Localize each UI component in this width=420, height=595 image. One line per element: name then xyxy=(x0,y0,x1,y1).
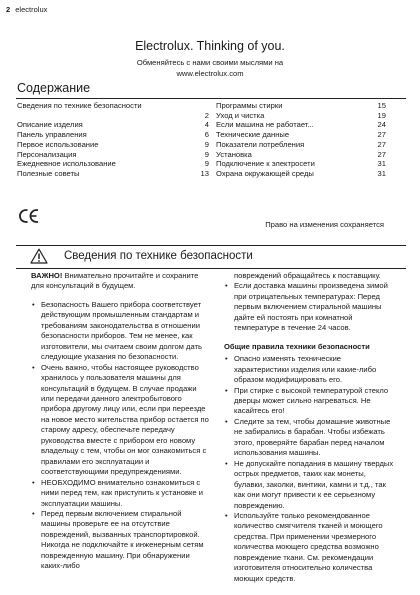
toc-label: Первое использование xyxy=(17,139,99,149)
important-label: ВАЖНО! xyxy=(31,271,63,280)
warning-triangle-icon xyxy=(30,248,48,264)
safety-bullet: • Опасно изменять технические характеристики изделия или какие-либо образом модифицировать его. xyxy=(224,354,396,385)
toc-entry[interactable] xyxy=(216,111,386,121)
toc-label: Программы стирки xyxy=(216,101,283,110)
toc-entry[interactable] xyxy=(216,101,386,111)
safety-bullet: • Не допускайте попадания в машину твердых острых предметов, таких как монеты, булавки, заколки, винтики, камни и т.д., так как они могут привести к ее серьезному повреждению. xyxy=(224,459,396,511)
toc-page: 13 xyxy=(200,168,209,178)
ce-mark-icon xyxy=(18,208,40,224)
toc-label: Установка xyxy=(216,149,252,159)
section-title: Сведения по технике безопасности xyxy=(64,250,253,262)
contents-divider xyxy=(16,98,406,99)
toc-label: Технические данные xyxy=(216,130,290,140)
general-safety-list xyxy=(224,354,396,584)
toc-label: Показатели потребления xyxy=(216,139,305,149)
toc-page: 9 xyxy=(204,159,209,169)
toc-page: 24 xyxy=(377,120,386,130)
toc-entry[interactable] xyxy=(17,101,209,111)
toc-entry[interactable] xyxy=(216,169,386,179)
toc-right-column xyxy=(216,101,386,179)
delivery-bullet-list xyxy=(224,281,396,333)
page-number: 2 xyxy=(6,5,11,14)
toc-page: 9 xyxy=(204,149,209,159)
brand-name: electrolux xyxy=(15,5,48,14)
share-line: Обменяйтесь с нами своими мыслями на xyxy=(136,58,284,67)
toc-label: Полезные советы xyxy=(17,168,80,178)
safety-bullet: • Если доставка машины произведена зимой при отрицательных температурах: Перед первым включением стиральной машины дайте ей постоять при комнатной температуре в течение 24 часов. xyxy=(224,281,396,333)
toc-entry[interactable] xyxy=(17,140,209,150)
rights-note: Право на изменения сохраняется xyxy=(265,220,384,229)
toc-left-column xyxy=(17,101,209,179)
toc-label: Персонализация xyxy=(17,149,77,159)
toc-page: 4 xyxy=(204,120,209,130)
toc-entry[interactable] xyxy=(216,159,386,169)
toc-label: Подключение к электросети xyxy=(216,159,315,169)
contents-title: Содержание xyxy=(17,81,91,95)
toc-label: Сведения по технике безопасности xyxy=(17,101,142,110)
toc-page: 27 xyxy=(377,130,386,140)
share-text xyxy=(0,57,420,79)
toc-page: 19 xyxy=(377,110,386,120)
toc-entry[interactable] xyxy=(17,130,209,140)
safety-bullet: • Используйте только рекомендованное количество смягчителя тканей и моющего средства. При применении чрезмерного количества моющего средства возможно повреждение ткани. См. рекомендации изготовителя относительно количества моющих средств. xyxy=(224,511,396,584)
toc-entry[interactable] xyxy=(216,130,386,140)
important-text: Внимательно прочитайте и сохраните для консультаций в будущем. xyxy=(31,271,199,291)
toc-page: 2 xyxy=(204,110,209,120)
toc-label: Панель управления xyxy=(17,130,87,140)
safety-bullet: • Очень важно, чтобы настоящее руководство хранилось у пользователя машины для консультаций в будущем. В случае продажи или передачи данного электробытового прибора другому лицу или, если при переезде на новое место жительства прибор остается по старому адресу, обеспечьте передачу руководства вместе с прибором его новому владельцу с тем, чтобы он мог ознакомиться с правилами его эксплуатации и соответствующими предупреждениями. xyxy=(31,363,209,478)
toc-label: Уход и чистка xyxy=(216,110,265,120)
toc-label: Описание изделия xyxy=(17,120,83,130)
toc-entry[interactable] xyxy=(17,150,209,160)
toc-entry[interactable] xyxy=(17,111,209,121)
toc-entry[interactable] xyxy=(17,169,209,179)
safety-bullet: • НЕОБХОДИМО внимательно ознакомиться с ними перед тем, как приступить к установке и эксплуатации машины. xyxy=(31,478,209,509)
toc-entry[interactable] xyxy=(17,159,209,169)
toc-label: Если машина не работает... xyxy=(216,120,314,130)
bullet-continuation: повреждений обращайтесь к поставщику. xyxy=(234,271,381,280)
toc-page: 6 xyxy=(204,130,209,140)
toc-label: Охрана окружающей среды xyxy=(216,168,314,178)
safety-bullet: • Перед первым включением стиральной машины проверьте ее на отсутствие повреждений, вызванных транспортировкой. Никогда не подключайте к инженерным сетям поврежденную машину. При обнаружении каких-либо xyxy=(31,509,209,572)
toc-page: 9 xyxy=(204,139,209,149)
safety-bullet: • Следите за тем, чтобы домашние животные не забирались в барабан. Чтобы избежать этого, проверяйте барабан перед началом использования машины. xyxy=(224,417,396,459)
safety-bullet: • Безопасность Вашего прибора соответствует действующим промышленным стандартам и требованиям законодательства в отношении безопасности приборов. Тем не менее, как изготовители, мы считаем своим долгом дать следующие указания по безопасности. xyxy=(31,300,209,363)
toc-entry[interactable] xyxy=(216,140,386,150)
toc-page: 31 xyxy=(377,168,386,178)
toc-entry[interactable] xyxy=(17,120,209,130)
toc-page: 31 xyxy=(377,159,386,169)
safety-left-column xyxy=(31,271,209,572)
general-safety-heading: Общие правила техники безопасности xyxy=(224,341,370,351)
safety-right-column xyxy=(224,271,396,584)
safety-bullet: • При стирке с высокой температурой стекло дверцы может сильно нагреваться. Не касайтесь его! xyxy=(224,386,396,417)
toc-page: 27 xyxy=(377,139,386,149)
toc-page: 15 xyxy=(377,101,386,110)
safety-bullet-list xyxy=(31,300,209,572)
important-notice xyxy=(31,271,209,292)
toc-label: Ежедневное использование xyxy=(17,159,116,169)
website-link[interactable]: www.electrolux.com xyxy=(176,69,244,78)
toc-entry[interactable] xyxy=(216,150,386,160)
tagline: Electrolux. Thinking of you. xyxy=(135,39,285,53)
page-header xyxy=(6,5,47,14)
toc-entry[interactable] xyxy=(216,120,386,130)
toc-page: 27 xyxy=(377,149,386,159)
